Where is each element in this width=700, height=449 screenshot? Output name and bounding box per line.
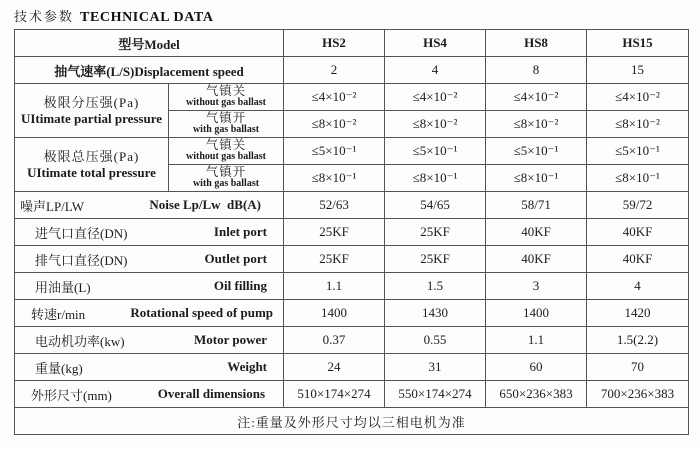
inlet-label-en: Inlet port <box>213 224 268 239</box>
model-col-hs2: HS2 <box>284 30 385 57</box>
speed-label-zh: 转速r/min <box>31 306 86 322</box>
table-row-note <box>15 408 689 435</box>
dimensions-label-en: Overall dimensions <box>157 386 266 401</box>
inlet-value: 25KF <box>284 219 385 246</box>
speed-value: 1430 <box>385 300 486 327</box>
model-col-hs8: HS8 <box>486 30 587 57</box>
oil-value: 1.1 <box>284 273 385 300</box>
displacement-label: 抽气速率(L/S)Displacement speed <box>54 63 244 79</box>
page-title-zh: 技术参数 <box>14 9 75 24</box>
partial-pressure-without-value: ≤4×10⁻² <box>486 84 587 111</box>
outlet-value: 40KF <box>486 246 587 273</box>
partial-pressure-with-value: ≤8×10⁻² <box>587 111 689 138</box>
partial-pressure-label-zh: 极限分压强(Pa) <box>43 94 140 110</box>
noise-label-zh: 噪声LP/LW <box>20 198 85 214</box>
oil-value: 3 <box>486 273 587 300</box>
table-row-total-pressure-without <box>15 138 689 165</box>
inlet-value: 40KF <box>587 219 689 246</box>
partial-pressure-with-value: ≤8×10⁻² <box>486 111 587 138</box>
gas-ballast-off-zh: 气镇关 <box>205 137 247 152</box>
table-row-oil <box>15 273 689 300</box>
table-row-displacement <box>15 57 689 84</box>
outlet-value: 25KF <box>284 246 385 273</box>
gas-ballast-on-en: with gas ballast <box>192 124 260 136</box>
motor-label-zh: 电动机功率(kw) <box>35 333 125 349</box>
displacement-value: 15 <box>587 57 689 84</box>
inlet-label-cell <box>15 219 284 246</box>
dimensions-value: 700×236×383 <box>587 381 689 408</box>
weight-value: 24 <box>284 354 385 381</box>
dimensions-label-zh: 外形尺寸(mm) <box>31 387 112 403</box>
table-row-motor <box>15 327 689 354</box>
speed-value: 1400 <box>486 300 587 327</box>
total-pressure-label-cell <box>15 138 169 192</box>
total-pressure-label-en: UItimate total pressure <box>27 164 156 180</box>
outlet-value: 25KF <box>385 246 486 273</box>
partial-pressure-with-value: ≤8×10⁻² <box>385 111 486 138</box>
outlet-label-zh: 排气口直径(DN) <box>35 252 128 268</box>
inlet-value: 25KF <box>385 219 486 246</box>
total-pressure-without-value: ≤5×10⁻¹ <box>385 138 486 165</box>
partial-pressure-with-value: ≤8×10⁻² <box>284 111 385 138</box>
outlet-label-en: Outlet port <box>204 251 268 266</box>
model-col-hs15: HS15 <box>587 30 689 57</box>
total-pressure-label-zh: 极限总压强(Pa) <box>43 148 140 164</box>
model-header-label: 型号Model <box>15 30 284 57</box>
weight-label-cell <box>15 354 284 381</box>
total-pressure-without-value: ≤5×10⁻¹ <box>486 138 587 165</box>
oil-value: 1.5 <box>385 273 486 300</box>
displacement-value: 2 <box>284 57 385 84</box>
gas-ballast-on-zh: 气镇开 <box>205 110 247 125</box>
total-pressure-with-value: ≤8×10⁻¹ <box>284 165 385 192</box>
noise-value: 58/71 <box>486 192 587 219</box>
motor-value: 0.37 <box>284 327 385 354</box>
noise-value: 54/65 <box>385 192 486 219</box>
dimensions-label-cell <box>15 381 284 408</box>
partial-pressure-without-value: ≤4×10⁻² <box>587 84 689 111</box>
weight-value: 60 <box>486 354 587 381</box>
model-col-hs4: HS4 <box>385 30 486 57</box>
outlet-label-cell <box>15 246 284 273</box>
motor-value: 1.1 <box>486 327 587 354</box>
noise-label-en: Noise Lp/Lw dB(A) <box>149 197 262 212</box>
table-row-partial-pressure-without <box>15 84 689 111</box>
gas-ballast-off-zh: 气镇关 <box>205 83 247 98</box>
gas-ballast-off-en: without gas ballast <box>186 97 267 109</box>
motor-value: 0.55 <box>385 327 486 354</box>
oil-label-en: Oil filling <box>213 278 268 293</box>
noise-value: 52/63 <box>284 192 385 219</box>
table-row-inlet <box>15 219 689 246</box>
outlet-value: 40KF <box>587 246 689 273</box>
motor-value: 1.5(2.2) <box>587 327 689 354</box>
gas-ballast-on-label-cell <box>169 111 284 138</box>
noise-label-cell <box>15 192 284 219</box>
page-title <box>14 6 214 26</box>
gas-ballast-off-en: without gas ballast <box>186 151 267 163</box>
gas-ballast-off-label-cell <box>169 138 284 165</box>
total-pressure-without-value: ≤5×10⁻¹ <box>587 138 689 165</box>
displacement-value: 4 <box>385 57 486 84</box>
oil-value: 4 <box>587 273 689 300</box>
inlet-label-zh: 进气口直径(DN) <box>35 225 128 241</box>
displacement-value: 8 <box>486 57 587 84</box>
table-row-dimensions <box>15 381 689 408</box>
weight-value: 31 <box>385 354 486 381</box>
technical-data-table <box>14 29 689 435</box>
partial-pressure-label-cell <box>15 84 169 138</box>
total-pressure-with-value: ≤8×10⁻¹ <box>587 165 689 192</box>
speed-value: 1400 <box>284 300 385 327</box>
gas-ballast-off-label-cell <box>169 84 284 111</box>
weight-label-en: Weight <box>227 359 268 374</box>
partial-pressure-without-value: ≤4×10⁻² <box>284 84 385 111</box>
speed-label-cell <box>15 300 284 327</box>
weight-value: 70 <box>587 354 689 381</box>
dimensions-value: 650×236×383 <box>486 381 587 408</box>
motor-label-en: Motor power <box>193 332 268 347</box>
weight-label-zh: 重量(kg) <box>35 360 83 376</box>
noise-value: 59/72 <box>587 192 689 219</box>
footnote: 注:重量及外形尺寸均以三相电机为准 <box>15 408 689 435</box>
dimensions-value: 550×174×274 <box>385 381 486 408</box>
total-pressure-without-value: ≤5×10⁻¹ <box>284 138 385 165</box>
gas-ballast-on-en: with gas ballast <box>192 178 260 190</box>
table-row-outlet <box>15 246 689 273</box>
displacement-label-cell <box>15 57 284 84</box>
oil-label-cell <box>15 273 284 300</box>
table-row-noise <box>15 192 689 219</box>
motor-label-cell <box>15 327 284 354</box>
table-row-model-header <box>15 30 689 57</box>
total-pressure-with-value: ≤8×10⁻¹ <box>486 165 587 192</box>
partial-pressure-without-value: ≤4×10⁻² <box>385 84 486 111</box>
speed-value: 1420 <box>587 300 689 327</box>
total-pressure-with-value: ≤8×10⁻¹ <box>385 165 486 192</box>
partial-pressure-label-en: UItimate partial pressure <box>20 110 163 126</box>
gas-ballast-on-zh: 气镇开 <box>205 164 247 179</box>
dimensions-value: 510×174×274 <box>284 381 385 408</box>
gas-ballast-on-label-cell <box>169 165 284 192</box>
oil-label-zh: 用油量(L) <box>35 279 91 295</box>
page-title-en: TECHNICAL DATA <box>80 10 214 25</box>
inlet-value: 40KF <box>486 219 587 246</box>
table-row-weight <box>15 354 689 381</box>
table-row-speed <box>15 300 689 327</box>
speed-label-en: Rotational speed of pump <box>130 305 274 320</box>
